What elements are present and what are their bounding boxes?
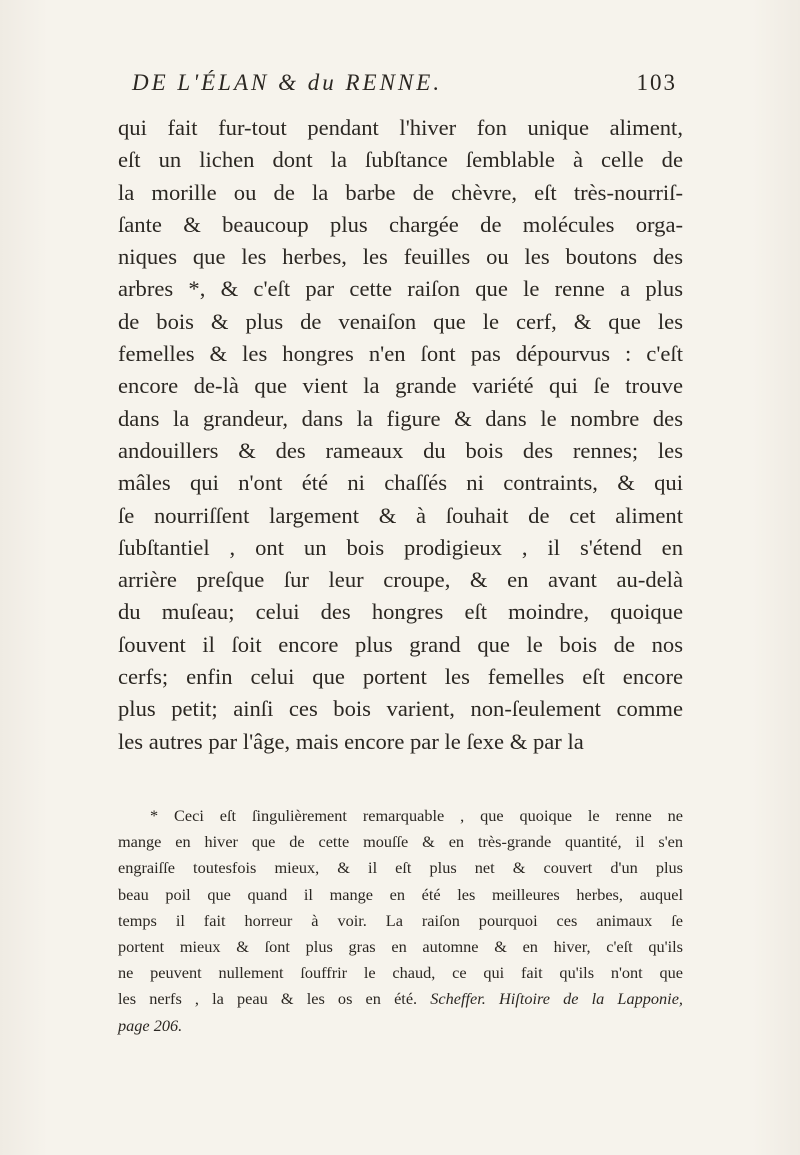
text-line: qui fait fur-tout pendant l'hiver fon unique aliment, <box>118 115 683 140</box>
footnote-block <box>118 803 683 1039</box>
text-line: de bois & plus de venaiſon que le cerf, & que les <box>118 308 683 334</box>
text-line: mâles qui n'ont été ni chaſſés ni contraints, & qui <box>118 470 683 496</box>
text-line: du muſeau; celui des hongres eſt moindre, quoique <box>118 599 683 625</box>
footnote-line-citation-page <box>118 1013 683 1039</box>
text-line: arrière preſque ſur leur croupe, & en avant au-delà <box>118 567 683 593</box>
text-line: niques que les herbes, les feuilles ou les boutons des <box>118 244 683 270</box>
text-line: ſubſtantiel , ont un bois prodigieux , il s'étend en <box>118 534 683 560</box>
text-line: ſe nourriſſent largement & à ſouhait de cet aliment <box>118 502 683 528</box>
text-line: femelles & les hongres n'en ſont pas dépourvus : c'eſt <box>118 341 683 367</box>
footnote-line: portent mieux & ſont plus gras en automne & en hiver, c'eſt qu'ils <box>118 936 683 956</box>
citation-source: Scheffer. Hiſtoire de la Lapponie, <box>430 989 684 1009</box>
footnote-line: engraiſſe toutesfois mieux, & il eſt plus net & couvert d'un plus <box>118 858 683 878</box>
text-line: ſouvent il ſoit encore plus grand que le bois de nos <box>118 631 683 657</box>
text-line: la morille ou de la barbe de chèvre, eſt très-nourriſ- <box>118 179 683 205</box>
footnote-line: temps il fait horreur à voir. La raiſon pourquoi ces animaux ſe <box>118 910 683 930</box>
footnote-line: ne peuvent nullement ſouffrir le chaud, ce qui fait qu'ils n'ont que <box>118 963 683 983</box>
text-line: encore de-là que vient la grande variété qui ſe trouve <box>118 373 683 399</box>
page-number: 103 <box>636 70 677 95</box>
text-line: dans la grandeur, dans la figure & dans le nombre des <box>118 405 683 431</box>
footnote-line: mange en hiver que de cette mouſſe & en très-grande quantité, il s'en <box>118 832 683 852</box>
running-head: DE L'ÉLAN & du RENNE. <box>132 70 443 95</box>
main-text-block <box>118 112 683 758</box>
text-line: andouillers & des rameaux du bois des rennes; les <box>118 437 683 463</box>
citation-page: page 206. <box>118 1015 183 1035</box>
text-line: cerfs; enfin celui que portent les femelles eſt encore <box>118 664 683 690</box>
page-header <box>132 70 677 104</box>
footnote-line-citation <box>118 986 683 1012</box>
text-line: ſante & beaucoup plus chargée de molécules orga- <box>118 211 683 237</box>
footnote-line: beau poil que quand il mange en été les meilleures herbes, auquel <box>118 884 683 904</box>
text-line: plus petit; ainſi ces bois varient, non-ſeulement comme <box>118 696 683 722</box>
text-line: les autres par l'âge, mais encore par le ſexe & par la <box>118 728 584 754</box>
footnote-text: les nerfs , la peau & les os en été. <box>118 989 431 1009</box>
text-line: arbres *, & c'eſt par cette raiſon que le renne a plus <box>118 276 683 302</box>
footnote-line: * Ceci eſt ſingulièrement remarquable , que quoique le renne ne <box>150 806 683 825</box>
text-line: eſt un lichen dont la ſubſtance ſemblable à celle de <box>118 147 683 173</box>
